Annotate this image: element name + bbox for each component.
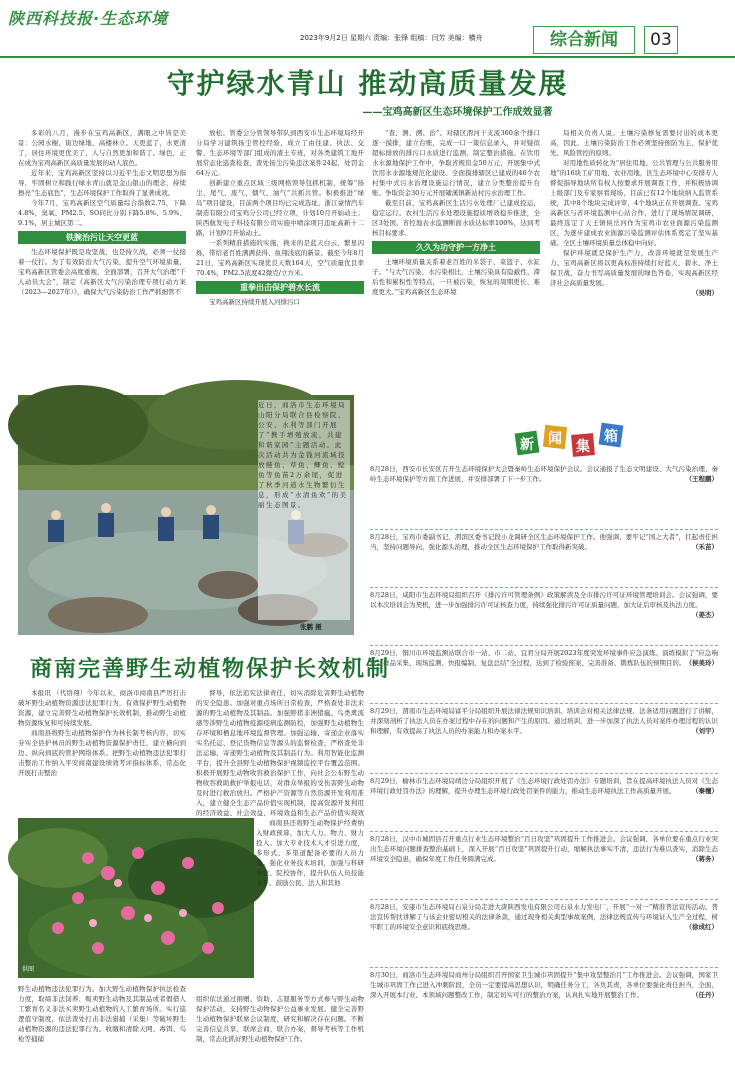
paragraph: 督导，依法追究法律责任，切实消除危害野生动植物的安全隐患。加强对重点场所日常检查，严格查处非法来源的野生动植物及其制品。加强野猪非洲猪瘟、鸟类禽流感等涉野生动植物疫源疫病监测防控，加强野生动植物生存环境和栖息地环境监督管理。加强运输、寄递企业落实实名托运、登记货物信息等源头的监督检查，严格查处非法运输、寄递野生动植物及其制品行为。利用智能化监测平台，提升全县野生动植物保护视频监控平台覆盖范围。积极开展野生动物收容救治保护工作，向社会公布野生动物收容救助救护举报电话，对群众举报的受伤害野生动物及时进行救治放归。严格护产资源等自然资源开发利用准入，建立健全生态产品价值实现机制，提高资源开发利用的经济效益、社会效益、环境效益和生态产品价值实现效: [196, 689, 364, 817]
news-author: （王程鹏）: [685, 475, 718, 483]
paragraph: 放松。管委会分管领导带队到西安市生态环境局经开分局学习建筑扬尘管控经验，成立了由住建、执法、交警、生态环境等部门组成的渣土专班，对各类建筑工地开展常态化巡查检查，查处扬尘污染违法案件24起，处罚金64万元。: [196, 129, 364, 177]
paragraph: 商南县还将野生动物保护经费纳入财政预算，加大人力、物力、财力投入。加大专业技术人才引进力度，多形式、多渠道配备必要的人员力量。强化业务技术培训，加强与科研单位、院校协作，提升队伍人员技能水平。鼓励公民、法人和其他: [256, 819, 364, 887]
paragraph: 截至目前，宝鸡高新区生活污水处理厂已建成投运，稳定运行。农村生活污水处理设施提质增效稳步推进，全区3处国、省控地表水监测断面水质达标率100%，达到考核目标要求。: [372, 199, 540, 237]
subheadline: ——宝鸡高新区生态环境保护工作成效显著: [362, 107, 553, 118]
flower-photo-illustration: [18, 818, 254, 978]
article2-col1-bottom: [18, 984, 186, 1064]
roundup-char: 集: [576, 439, 590, 455]
list-item: [370, 588, 718, 646]
news-text: 8月29日，榆林市生态环境局靖边分局组织开展了《生态环境行政处罚办法》专题培训，旨在提高环境执法人员对《生态环境行政处罚办法》的理解，提升办理生态环境行政处罚案件的能力，推动生态环境执法工作高质量开展。: [370, 777, 718, 795]
list-item: [370, 530, 718, 588]
news-author: （刘宇）: [692, 727, 718, 735]
roundup-char: 箱: [604, 429, 618, 445]
header-rule: [0, 56, 735, 58]
section-heading: 铁腕治污让天空更蓝: [18, 231, 186, 244]
photo-credit: 张鹏 摄: [300, 623, 322, 631]
news-text: 8月28日，宝鸡市委副书记、渭滨区委书记段小龙调研全区生态环境保护工作。他强调，要牢记“国之大者”，扛起责任担当，坚持问题导向，强化源头治理，推动全区生态环境保护工作取得新突破。: [370, 533, 718, 551]
section-heading: 重拳出击保护碧水长流: [196, 281, 364, 294]
article1-col4: [550, 128, 718, 390]
news-roundup-title: [514, 418, 634, 458]
newspaper-name: 陕西科技报·生态环境: [8, 9, 169, 28]
headline: 守护绿水青山 推动高质量发展: [166, 67, 569, 100]
list-item: [370, 832, 718, 900]
date-info: 2023年9月2日 星期六 责编：张锋 组稿：闫芳 美编：横舟: [300, 34, 483, 42]
byline: （吴明）: [692, 289, 718, 297]
paragraph: 商南县将野生动植物保护作为林长制考核内容，切实夯实全县护林员的野生动植物资源保护责任，建立横向到边、纵向到底的管护网络体系。把野生动植物违法犯罪打击整治工作纳入平安商南建设绩效考评指标体系，常态化开展打击整治: [18, 729, 186, 777]
article1-col2: [196, 128, 364, 390]
list-item: [370, 968, 718, 1046]
list-item: [370, 646, 718, 704]
news-author: （蒋务）: [692, 855, 718, 863]
paragraph: 今年7月，宝鸡高新区空气质量综合指数2.75，下降4.8%，臭氧、PM2.5、SO同比分别下降5.8%、5.9%、9.1%，居主城区第二。: [18, 199, 186, 227]
news-author: （任丹）: [692, 991, 718, 999]
paragraph: 一系列精准措施的实施，换来的是蓝天白云、繁星闪烁，带给老百姓满满获得、鱼翔浅底的新景。截至今年8月21日，宝鸡高新区实现优良天数164天，空气质量优良率70.4%，PM2.5浓度42微克/立方米。: [196, 239, 364, 277]
news-text: 8月28日，安康市生态环境局石泉分局走进大唐陕西发电有限公司石泉水力发电厂，开展“一对一”精准普法宣传活动。普法宣传帮扶讲解了与该企业密切相关的法律条款，通过现身相关典型事故案例，法律法规宣传与环境证入生产全过程，树牢职工的环境安全意识和底线思维。: [370, 903, 718, 931]
roundup-char: 新: [520, 437, 534, 453]
article2-headline: 商南完善野生动植物保护长效机制: [30, 657, 391, 682]
section-heading: 久久为功守护一方净土: [372, 241, 540, 254]
article2-col1: [18, 688, 186, 814]
article2-col2-mid: [256, 818, 364, 994]
paragraph: 生态环境保护既是攻坚战，也是持久战，必须一仗接着一仗打。为了有效防治大气污染，提升空气环境质量，宝鸡高新区管委会高度重视，全面部署，召开大气治理“千人动员大会”，制定《高新区大气污染治理专项行动方案（2023—2027年）》，确保大气污染防治工作严抓细管不: [18, 248, 186, 296]
article2-col2-top: [196, 688, 364, 817]
article2-col2-bottom: [196, 994, 364, 1064]
paragraph: 局相关负责人说。土壤污染修复需要付出的成本更高，因此，土壤污染防治工作必须坚持预防为主、保护优先、风险管控的原则。: [550, 129, 718, 157]
paragraph: “查、测、溯、治”。对辖区渭河干支流360余个排口逐一摸排，建立台账，完成一口一策信息录入，并对疑似超标排放的排污口水质进行监测，制定整治措施。在饮用水水源地保护工作中，争取省规资金50万元，开展集中式饮用水水源地规范化建设。全面摸排辖区已建成的46个农村集中式污水治理设施运行情况，建立分类整治提升台账。争取资金30万元开展磻溪镇新站村污水治理工作。: [372, 129, 540, 197]
paragraph: 近年来，宝鸡高新区坚持以习近平生态文明思想为指导，牢固树立和践行绿水青山就是金山银山的理念，持续擦亮“生态底色”，生态环境保护工作取得了显著成效。: [18, 169, 186, 197]
paragraph: 多彩的八月，漫步在宝鸡高新区，满眼之中皆是美景：公园水榭、街边绿地、高楼林立。天更蓝了，水更清了，居住环境更优美了，人与自然更加和谐了。绿色，正在成为宝鸡高新区高质量发展的动人底色。: [18, 129, 186, 167]
flower-photo: [18, 818, 254, 978]
news-text: 8月28日，汉中市城固县召开重点行业生态环境整治“百日攻坚”巩固提升工作推进会。会议强调，各单位要在重点行业突出生态环境问题排查整治基础上，深入开展“百日攻坚”巩固提升行动，缩解执法事实不清、违法行为难以查实，消除生态环境安全隐患，确保年度工作任务圆满完成。: [370, 835, 718, 863]
paragraph: 土壤环境质量关系着老百姓的米袋子、菜篮子、水缸子。“与大气污染、水污染相比，土壤污染具有隐蔽性、滞后性和累积性等特点，一旦被污染，恢复的周期更长、难度更大。”宝鸡高新区生态环境: [372, 258, 540, 296]
list-item: [370, 704, 718, 774]
paragraph: 宝鸡高新区持续开展入河排污口: [209, 298, 300, 306]
news-author: （秦檀）: [692, 787, 718, 795]
news-author: （姜杰）: [692, 611, 718, 619]
photo-caption: 近日，商洛市生态环境局山阳分局联合县检察院、公安、水利等部门开展了“携手增殖放流，共建和谐家园”主题活动。此次活动共为金钱河流域投放鲢鱼、草鱼、鲫鱼、鲶鱼等鱼苗2万余尾，促进了秋季河道水生物繁衍生息，形成“水清鱼欢”的美丽生态图景。: [258, 400, 350, 620]
list-item: [370, 462, 718, 530]
section-title: 综合新闻: [533, 26, 635, 54]
paragraph: 组织依法通过捐赠、资助、志愿服务等方式参与野生动物保护活动，支持野生动物保护公益事业发展。健全完善野生动植物保护联席会议制度，研究和解决存在问题。不断完善信息共享、联席会商，联合办案，督导考核等工作机制，常态化抓好野生动植物保护工作。: [196, 995, 364, 1043]
news-author: （禾苗）: [692, 543, 718, 551]
roundup-char: 闻: [548, 431, 562, 447]
news-text: 8月30日，商洛市生态环境局商州分局组织召开国家卫生城市巩固提升“集中攻坚整治月”工作推进会。会议强调，国家卫生城市巩固工作已进入冲刺阶段，全员一定要提高思想认识，明确任务分工，各负其责，各单位要强化责任担当，全面、深入开展本行业、本领域问题整改工作，制定切实可行的整治方案，认真扎实地开展整治工作。: [370, 971, 718, 999]
news-text: 8月28日，咸阳市生态环境局组织召开《排污许可管理条例》政策解读及全市排污许可证环境管理培训会。会议强调，要以本次培训会为契机，进一步加强排污许可证核查力度，持续强化排污许可证质量问题，加大证后审核及执法力度。: [370, 591, 718, 609]
paragraph: 创新建立重点区域三级网格领导包抓机制，统筹“扬尘、尾气、废气、烟气、油气”共抓共管。积极推进“绿岛”项目建设，目前两个项目均已完成选址，浙江豪情汽车制造有限公司宝鸡分公司已经立项，计划10月开始动土；陕西航发电子科技有限公司实施中喷涂项目违址高新十二路，计划9月开始动土。: [196, 179, 364, 237]
news-author: （徐成红）: [685, 923, 718, 931]
article1-col3: [372, 128, 540, 390]
paragraph: 野生动植物违法犯罪行为。加大野生动植物保护执法检查力度，取缔非法饲养、贩卖野生动物及其制品或者假借人工繁育名义非法买卖野生动植物的人工繁育场所。实行巡逻值守制度，依法查处打击非法猎捕（采集）等破坏野生动植物资源的违法犯罪行为。收缴和清除天网、毒饵、鸟枪等捕捕: [18, 985, 186, 1043]
paragraph: 本报讯 （代络翔）今年以来，商洛市商南县严厉打击破坏野生动植物资源违法犯罪行为，有效保护野生动植物资源，建立完善野生动植物保护长效机制，推动野生动植物资源恢复和可持续发展。: [18, 689, 186, 727]
news-roundup-list: [370, 462, 718, 1062]
paragraph: 保护环境就是保护生产力，改善环境就是发展生产力。宝鸡高新区将以更高标准持续打好蓝天、碧水、净土保卫战，奋力书写高质量发展的绿色答卷，实现高新区经济社会高质量发展。: [550, 249, 718, 287]
news-author: （侯美玲）: [685, 659, 718, 667]
photo-credit: 供图: [22, 966, 35, 973]
list-item: [370, 774, 718, 832]
news-text: 8月29日，渭南市生态环境局富平分局组织开展法律法规知识培训。培训会对相关法律法规、法条适用问题进行了讲解，并深刻剖析了执法人员在办案过程中存在的问题和产生的原因。通过培训，进一步加深了执法人员对案件办理过程的认识和理解，有效提高了执法人员的办案能力和办案水平。: [370, 707, 718, 735]
page-number: 03: [644, 26, 678, 54]
news-text: 8月29日，铜川市环境监测站联合市一站、市二站、宜君分局开展2023年度突发环境事件应急演练。演练模拟了“应急响应、样品采集、现场监测、快报编制、复盘总结”全过程，达到了检验预案、完善准备、锻炼队伍的预期目的。: [370, 649, 718, 667]
news-text: 8月28日，西安市长安区召开生态环境保护大会暨秦岭生态环境保护会议。会议通报了生态文明建设、大气污染治理、秦岭生态环境保护等方面工作进展，并安排部署了下一步工作。: [370, 465, 718, 483]
article1-col1: [18, 128, 186, 390]
list-item: [370, 900, 718, 968]
paragraph: 对用地性质转化为“居住用地、公共管理与公共服务用地”的16块工矿用地、农业用地，区生态环境中心安排专人督促指导地块所有权人按要求开展调查工作，并积极协调上级部门及专家察看现场，目前已有12个地块纳入监管系统，其中8个地块完成评审，4个地块正在开展调查。宝鸡高新区与省环境监测中心站合作，进行了现场情况调研，最终选定了天王镇侯岳河作为宝鸡市农业面源污染监测区，为逐步建成农业面源污染监测评估体系奠定了坚实基础。全区土壤环境质量总体稳中向好。: [550, 159, 718, 247]
